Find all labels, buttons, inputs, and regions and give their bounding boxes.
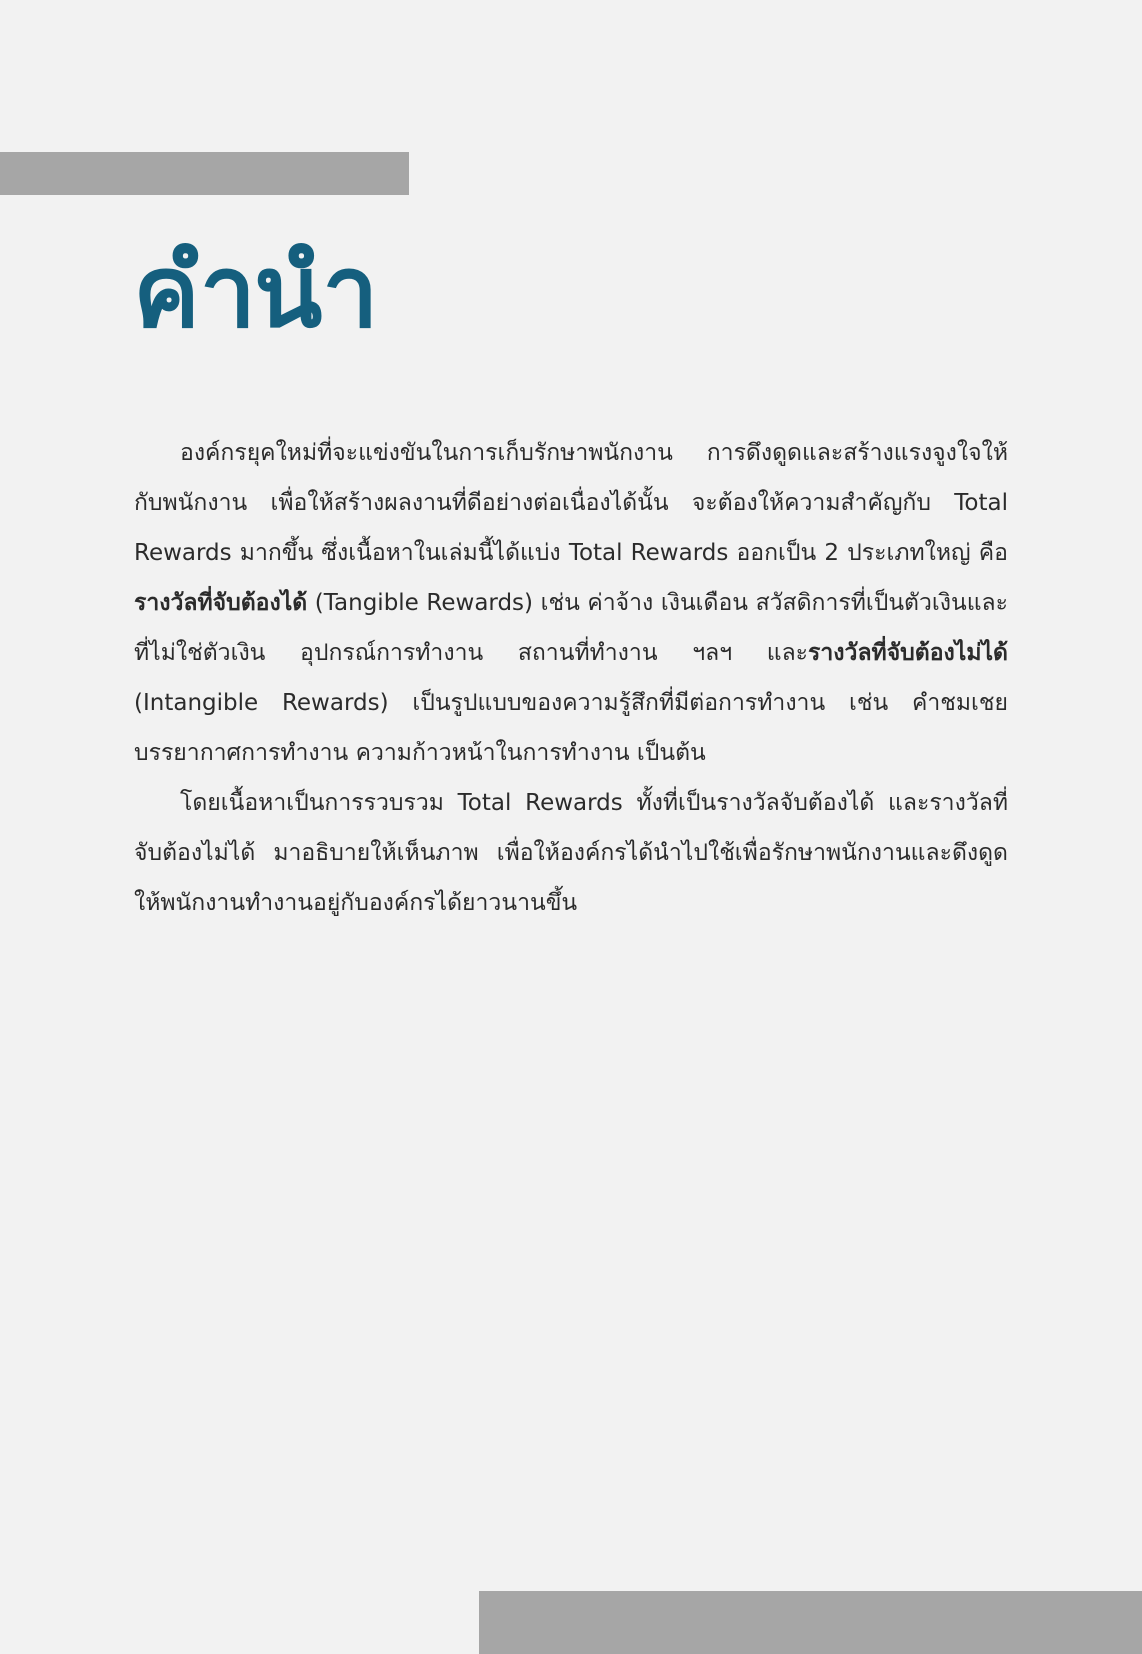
preface-paragraph-2: โดยเนื้อหาเป็นการรวบรวม Total Rewards ทั้งที่เป็นรางวัลจับต้องได้ และรางวัลที่จับต้องไม่ได้ มาอธิบายให้เห็นภาพ เพื่อให้องค์กรได้นำไปใช้เพื่อรักษาพนักงานและดึงดูดให้พนักงานทำงานอยู่กับองค์กรได้ยาวนานขึ้น xyxy=(134,790,1008,916)
tangible-rewards-term: รางวัลที่จับต้องได้ xyxy=(134,590,308,616)
decorative-bottom-bar xyxy=(479,1591,1142,1654)
intangible-rewards-term: รางวัลที่จับต้องไม่ได้ xyxy=(808,640,1008,666)
paragraph-1-text-1: องค์กรยุคใหม่ที่จะแข่งขันในการเก็บรักษาพนักงาน การดึงดูดและสร้างแรงจูงใจให้กับพนักงาน เพื่อให้สร้างผลงานที่ดีอย่างต่อเนื่องได้นั้น จะต้องให้ความสำคัญกับ Total Rewards มากขึ้น ซึ่งเนื้อหาในเล่มนี้ได้แบ่ง Total Rewards ออกเป็น 2 ประเภทใหญ่ คือ xyxy=(134,440,1008,566)
paragraph-1-text-3: (Intangible Rewards) เป็นรูปแบบของความรู้สึกที่มีต่อการทำงาน เช่น คำชมเชย บรรยากาศการทำงาน ความก้าวหน้าในการทำงาน เป็นต้น xyxy=(134,690,1008,766)
paragraph-1-text-2: (Tangible Rewards) เช่น ค่าจ้าง เงินเดือน สวัสดิการที่เป็นตัวเงินและที่ไม่ใช่ตัวเงิน อุปกรณ์การทำงาน สถานที่ทำงาน ฯลฯ และ xyxy=(134,590,1008,666)
decorative-top-bar xyxy=(0,152,409,195)
preface-body xyxy=(134,428,1008,928)
preface-paragraph-1 xyxy=(134,428,1008,778)
page-title: คำนำ xyxy=(133,233,377,350)
